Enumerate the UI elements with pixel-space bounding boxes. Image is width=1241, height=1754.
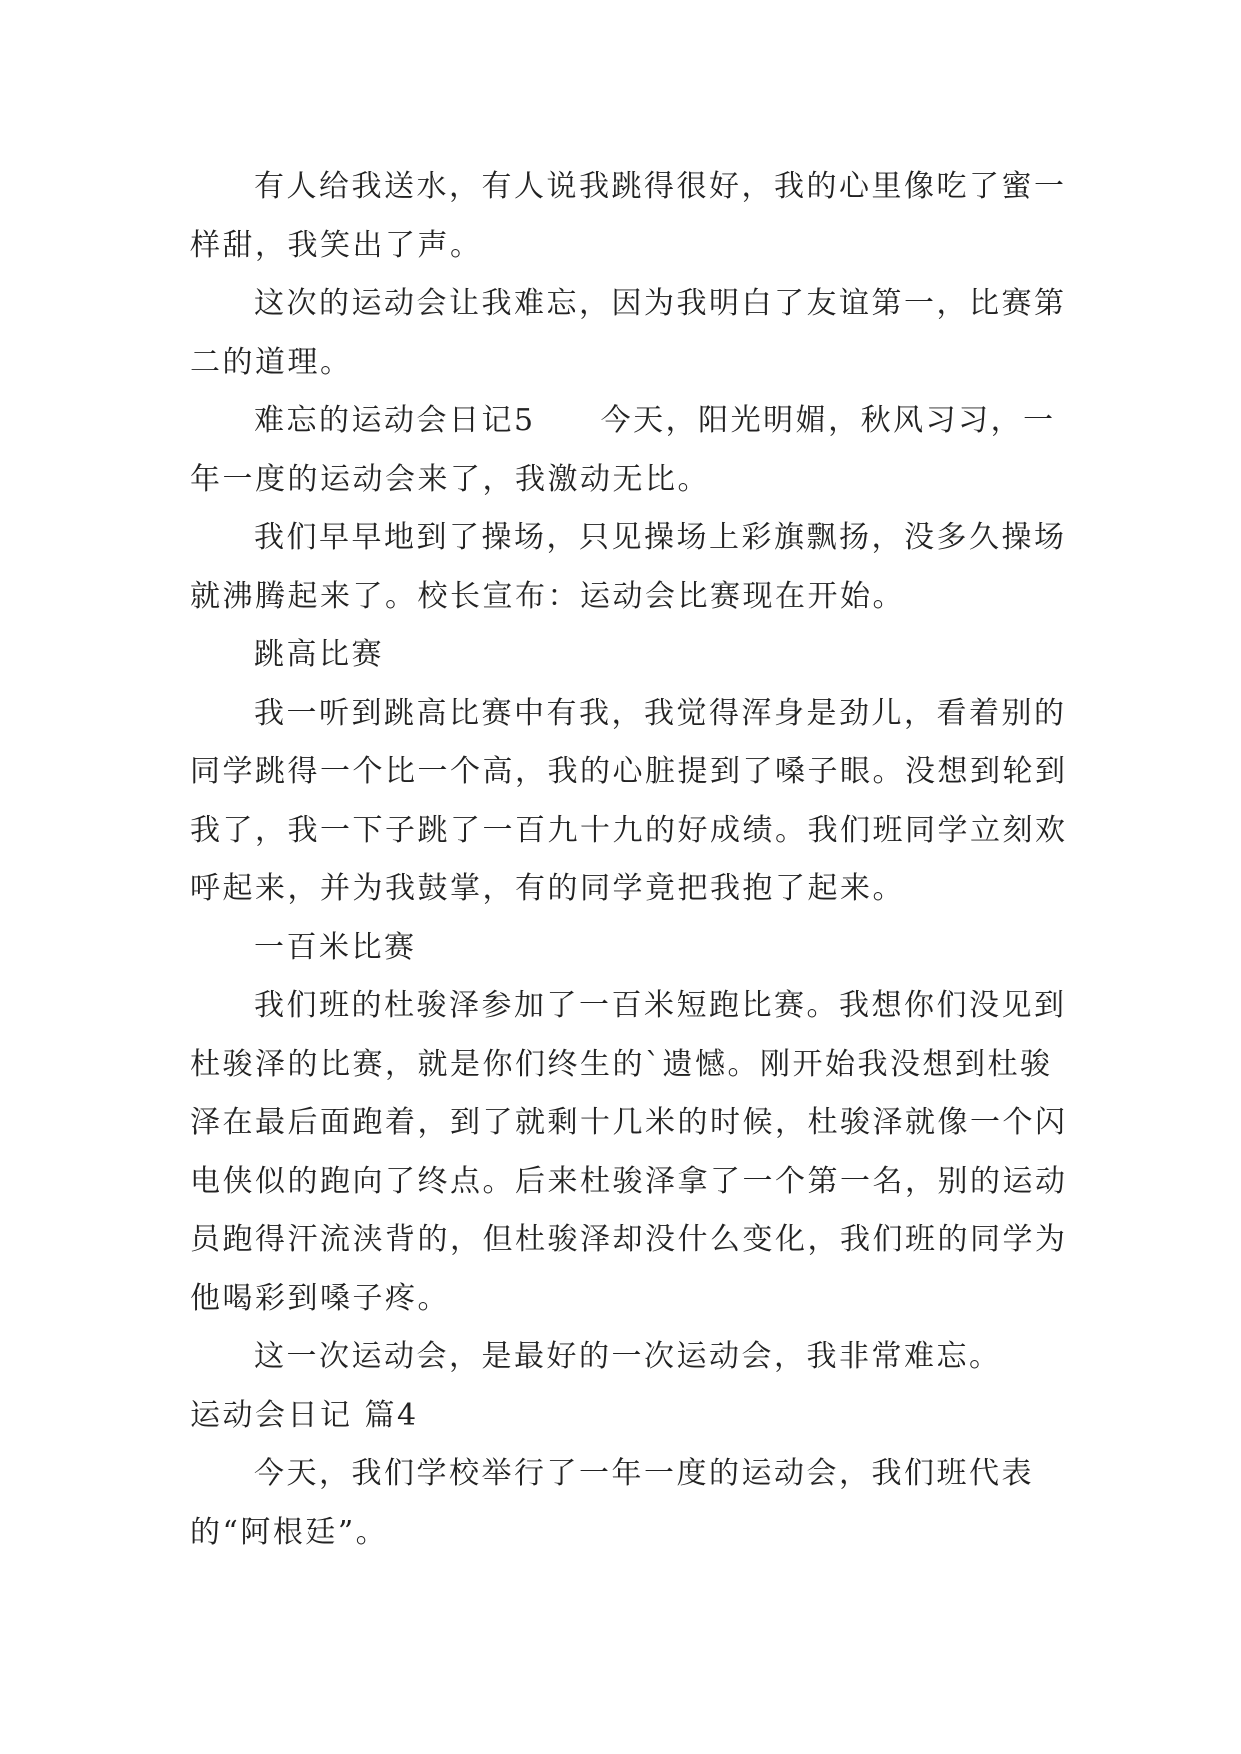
paragraph-best-sports-meet: 这一次运动会，是最好的一次运动会，我非常难忘。 [254, 1339, 1002, 1374]
subheading-high-jump: 跳高比赛 [254, 637, 384, 672]
paragraph-high-jump: 我一听到跳高比赛中有我，我觉得浑身是劲儿，看着别的同学跳得一个比一个高，我的心脏提到了嗓子眼。没想到轮到我了，我一下子跳了一百九十九的好成绩。我们班同学立刻欢呼起来，并为我鼓掌，有的同学竟把我抱了起来。 [190, 695, 1068, 906]
section-title-diary-4: 运动会日记 篇4 [190, 1397, 419, 1433]
paragraph-friendship-lesson: 这次的运动会让我难忘，因为我明白了友谊第一，比赛第二的道理。 [190, 286, 1067, 380]
paragraph-100m: 我们班的杜骏泽参加了一百米短跑比赛。我想你们没见到杜骏泽的比赛，就是你们终生的`遗憾。刚开始我没想到杜骏泽在最后面跑着，到了就剩十几米的时候，杜骏泽就像一个闪电侠似的跑向了终点。后来杜骏泽拿了一个第一名，别的运动员跑得汗流浃背的，但杜骏泽却没什么变化，我们班的同学为他喝彩到嗓子疼。 [190, 988, 1068, 1316]
subheading-100m: 一百米比赛 [254, 929, 417, 965]
document-body [190, 158, 1070, 1562]
paragraph-diary-4-intro: 今天，我们学校举行了一年一度的运动会，我们班代表的“阿根廷”。 [190, 1456, 1034, 1550]
paragraph-playground: 我们早早地到了操场，只见操场上彩旗飘扬，没多久操场就沸腾起来了。校长宣布：运动会比赛现在开始。 [190, 520, 1067, 614]
paragraph-water-gift: 有人给我送水，有人说我跳得很好，我的心里像吃了蜜一样甜，我笑出了声。 [190, 169, 1067, 263]
paragraph-diary-5-intro: 难忘的运动会日记5 今天，阳光明媚，秋风习习，一年一度的运动会来了，我激动无比。 [190, 403, 1056, 497]
